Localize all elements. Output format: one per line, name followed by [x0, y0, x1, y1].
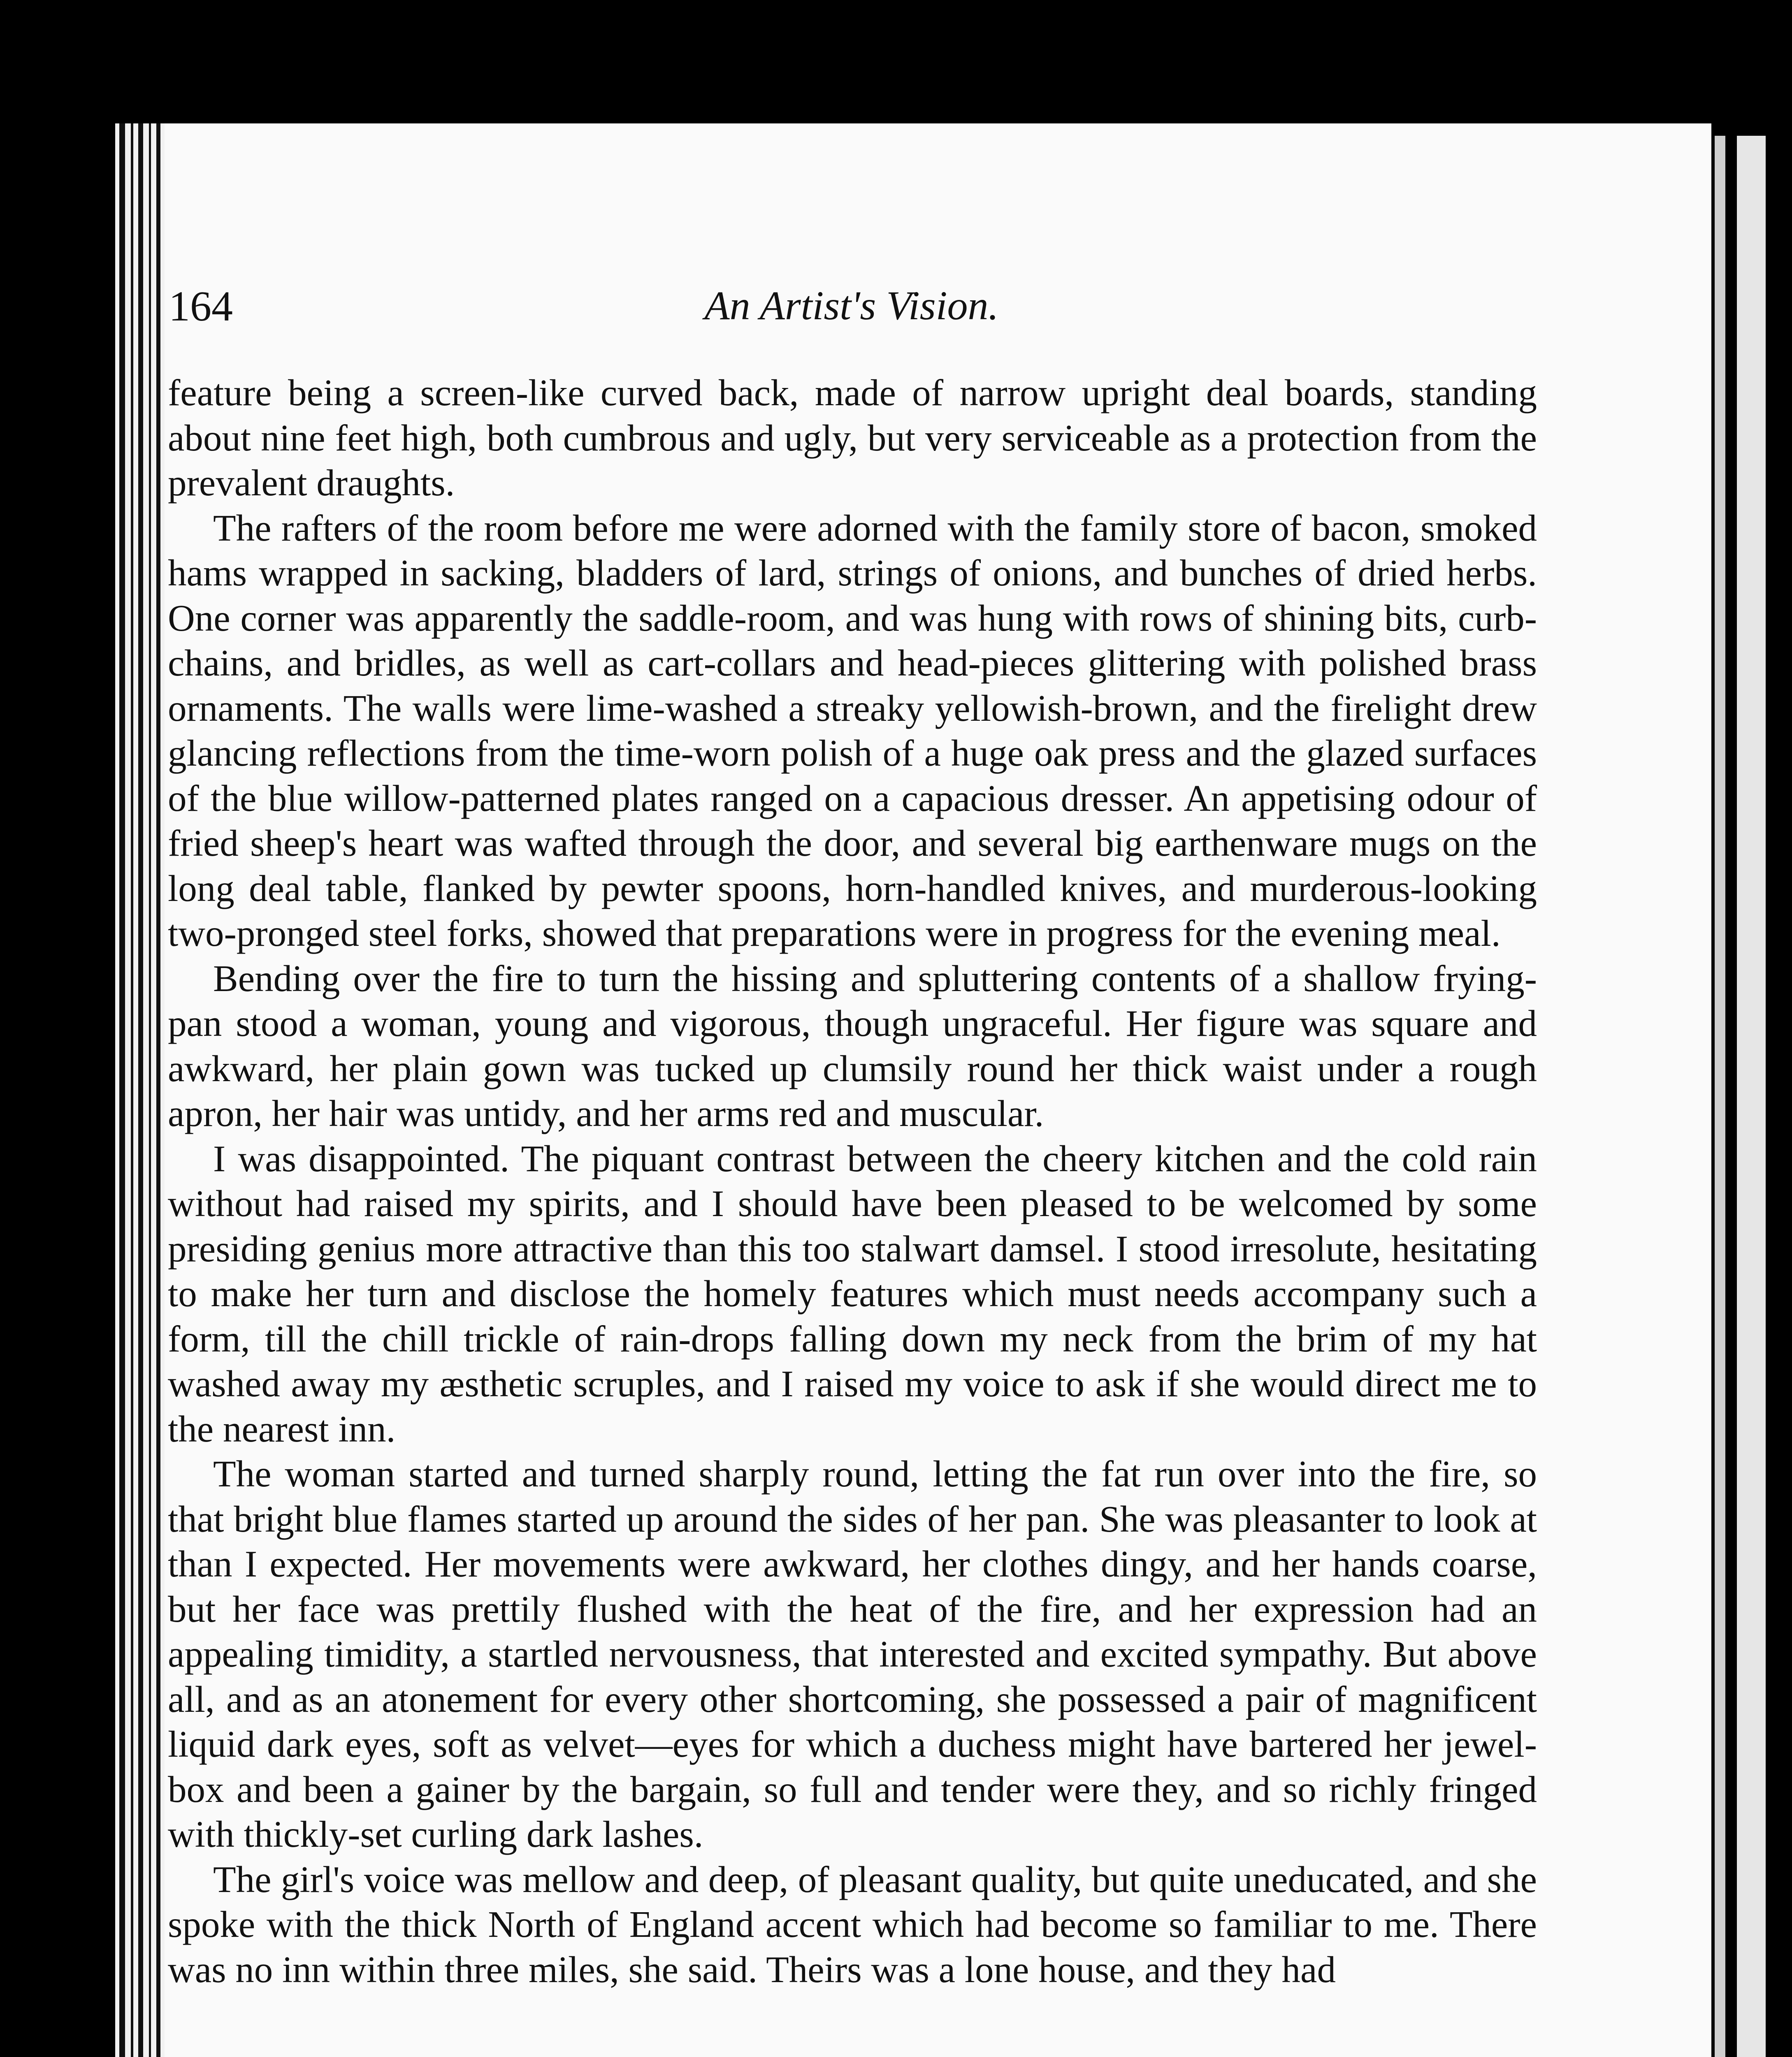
paragraph-4: I was disappointed. The piquant contrast between the cheery kitchen and the cold rain without had raised my spirits, and I should have been pleased to be welcomed by some presiding genius more attractive than this too stalwart damsel. I stood irresolute, hesitating to make her turn and disclose the homely features which must needs accompany such a form, till the chill trickle of rain-drops falling down my neck from the brim of my hat washed away my æsthetic scruples, and I raised my voice to ask if she would direct me to the nearest inn. [168, 1138, 1537, 1450]
next-page-edge [1711, 123, 1792, 2057]
book-binding [115, 123, 165, 2057]
page-number: 164 [169, 283, 233, 330]
paragraph-5: The woman started and turned sharply round, letting the fat run over into the fire, so that bright blue flames started up around the sides of her pan. She was pleasanter to look at than I expected. Her movements were awkward, her clothes dingy, and her hands coarse, but her face was prettily flushed with the heat of the fire, and her expression had an appealing timidity, a startled nervousness, that interested and excited sympathy. But above all, and as an atonement for every other shortcoming, she possessed a pair of magnificent liquid dark eyes, soft as velvet—eyes for which a duchess might have bartered her jewel-box and been a gainer by the bargain, so full and tender were they, and so richly fringed with thickly-set curling dark lashes. [168, 1453, 1537, 1855]
paragraph-3: Bending over the fire to turn the hissing and spluttering contents of a shallow frying-pan stood a woman, young and vigorous, though ungraceful. Her figure was square and awkward, her plain gown was tucked up clumsily round her thick waist under a rough apron, her hair was untidy, and her arms red and muscular. [168, 957, 1537, 1134]
paragraph-1: feature being a screen-like curved back, made of narrow upright deal boards, standing about nine feet high, both cumbrous and ugly, but very serviceable as a protection from the prevalent draughts. [168, 372, 1537, 504]
body-text [168, 370, 1537, 1992]
paragraph-2: The rafters of the room before me were adorned with the family store of bacon, smoked hams wrapped in sacking, bladders of lard, strings of onions, and bunches of dried herbs. One corner was apparently the saddle-room, and was hung with rows of shining bits, curb-chains, and bridles, as well as cart-collars and head-pieces glittering with polished brass ornaments. The walls were lime-washed a streaky yellowish-brown, and the firelight drew glancing reflections from the time-worn polish of a huge oak press and the glazed surfaces of the blue willow-patterned plates ranged on a capacious dresser. An appetising odour of fried sheep's heart was wafted through the door, and several big earthenware mugs on the long deal table, flanked by pewter spoons, horn-handled knives, and murderous-looking two-pronged steel forks, showed that preparations were in progress for the evening meal. [168, 507, 1537, 954]
running-title: An Artist's Vision. [704, 283, 999, 328]
page-header [169, 282, 1534, 348]
paragraph-6: The girl's voice was mellow and deep, of pleasant quality, but quite uneducated, and she spoke with the thick North of England accent which had become so familiar to me. There was no inn within three miles, she said. Theirs was a lone house, and they had [168, 1858, 1537, 1990]
